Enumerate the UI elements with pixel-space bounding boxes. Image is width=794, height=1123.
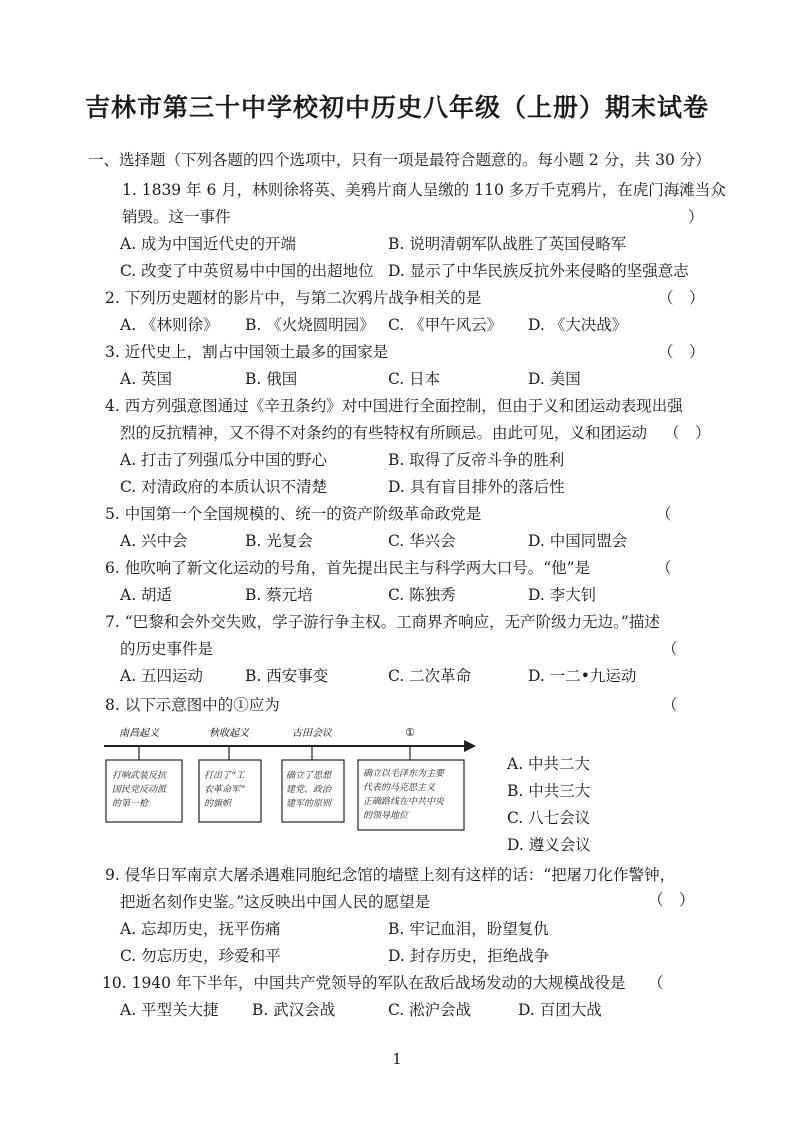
q2-answer-paren: （ ）	[658, 289, 705, 307]
box1-line2: 国民党反动派	[112, 785, 167, 795]
box4-line4: 的领导地位	[363, 811, 409, 821]
q8-stem: 8. 以下示意图中的①应为	[105, 696, 280, 714]
page-number: 1	[392, 1050, 402, 1068]
timeline-event-1: 南昌起义	[119, 728, 159, 739]
q8-option-d: D. 遵义会议	[507, 836, 591, 854]
q8-option-a: A. 中共二大	[507, 755, 591, 773]
q7-option-b: B. 西安事变	[245, 667, 329, 685]
q6-option-c: C. 陈独秀	[388, 586, 456, 604]
box4-line2: 代表的马克思主义	[363, 783, 436, 793]
q5-stem: 5. 中国第一个全国规模的、统一的资产阶级革命政党是	[105, 505, 482, 523]
q1-option-d: D. 显示了中华民族反抗外来侵略的坚强意志	[388, 262, 689, 280]
q2-option-a: A. 《林则徐》	[120, 316, 219, 334]
q4-option-d: D. 具有盲目排外的落后性	[388, 478, 565, 496]
timeline-arrowhead	[464, 740, 476, 752]
q8-option-c: C. 八七会议	[507, 809, 591, 827]
timeline-diagram	[104, 724, 484, 834]
q1-stem-line2: 销毁。这一事件	[122, 208, 231, 226]
q6-stem: 6. 他吹响了新文化运动的号角，首先提出民主与科学两大口号。“他”是	[105, 559, 591, 577]
q4-option-b: B. 取得了反帝斗争的胜利	[388, 451, 565, 469]
timeline-event-4: ①	[405, 726, 415, 739]
q7-stem-line2: 的历史事件是	[120, 640, 214, 658]
q6-answer-paren: （	[656, 559, 672, 577]
q3-option-c: C. 日本	[388, 370, 441, 388]
q3-stem: 3. 近代史上，割占中国领土最多的国家是	[105, 343, 389, 361]
q10-stem: 10. 1940 年下半年，中国共产党领导的军队在敌后战场发动的大规模战役是	[102, 974, 626, 992]
box1-line3: 的第一枪	[112, 799, 149, 809]
q2-option-d: D. 《大决战》	[528, 316, 628, 334]
q2-option-c: C. 《甲午风云》	[388, 316, 503, 334]
q10-answer-paren: （	[648, 974, 664, 992]
q2-stem: 2. 下列历史题材的影片中，与第二次鸦片战争相关的是	[105, 289, 482, 307]
q5-option-d: D. 中国同盟会	[528, 532, 628, 550]
q6-option-d: D. 李大钊	[528, 586, 597, 604]
box3-line1: 确立了思想	[286, 771, 332, 781]
q1-answer-paren: ）	[688, 208, 704, 226]
box1-line1: 打响武装反抗	[112, 771, 167, 781]
q3-option-a: A. 英国	[120, 370, 173, 388]
q2-option-b: B. 《火烧圆明园》	[245, 316, 375, 334]
q9-stem-line1: 9. 侵华日军南京大屠杀遇难同胞纪念馆的墙壁上刻有这样的话：“把屠刀化作警钟，	[105, 866, 676, 884]
box2-line2: 农革命军”	[204, 785, 245, 795]
q9-option-c: C. 勿忘历史，珍爱和平	[120, 947, 281, 965]
q5-option-b: B. 光复会	[245, 532, 313, 550]
q8-answer-paren: （	[662, 696, 678, 714]
q1-stem-line1: 1. 1839 年 6 月，林则徐将英、美鸦片商人呈缴的 110 多万千克鸦片，在虎门海滩当众	[122, 181, 726, 199]
timeline-event-3: 古田会议	[292, 728, 332, 739]
q9-option-b: B. 牢记血泪，盼望复仇	[388, 920, 549, 938]
q9-option-a: A. 忘却历史，抚平伤痛	[120, 920, 281, 938]
box2-line1: 打出了“工	[204, 771, 245, 781]
q9-stem-line2: 把逝名刻作史鉴。”这反映出中国人民的愿望是	[120, 893, 431, 911]
q10-option-a: A. 平型关大捷	[120, 1001, 219, 1019]
q7-answer-paren: （	[662, 640, 678, 658]
q4-stem-line2: 烈的反抗精神，又不得不对条约的有些特权有所顾忌。由此可见，义和团运动	[120, 424, 648, 442]
box2-line3: 的旗帜	[204, 799, 232, 809]
q9-answer-paren: （ ）	[648, 891, 695, 909]
q4-stem-line1: 4. 西方列强意图通过《辛丑条约》对中国进行全面控制，但由于义和团运动表现出强	[105, 397, 683, 415]
q6-option-b: B. 蔡元培	[245, 586, 313, 604]
q4-option-a: A. 打击了列强瓜分中国的野心	[120, 451, 328, 469]
q4-answer-paren: （ ）	[664, 424, 711, 442]
box3-line3: 建军的原则	[286, 799, 332, 809]
q3-option-d: D. 美国	[528, 370, 581, 388]
section-heading: 一、选择题（下列各题的四个选项中，只有一项是最符合题意的。每小题 2 分，共 30 分）	[88, 151, 711, 169]
q3-option-b: B. 俄国	[245, 370, 298, 388]
exam-title: 吉林市第三十中学校初中历史八年级（上册）期末试卷	[84, 93, 709, 122]
q7-option-c: C. 二次革命	[388, 667, 472, 685]
q1-option-b: B. 说明清朝军队战胜了英国侵略军	[388, 235, 627, 253]
q4-option-c: C. 对清政府的本质认识不清楚	[120, 478, 328, 496]
q5-option-c: C. 华兴会	[388, 532, 456, 550]
q5-option-a: A. 兴中会	[120, 532, 188, 550]
q1-option-a: A. 成为中国近代史的开端	[120, 235, 297, 253]
q7-option-d: D. 一二•九运动	[528, 667, 637, 685]
box4-line1: 确立以毛泽东为主要	[363, 769, 445, 779]
q9-option-d: D. 封存历史，拒绝战争	[388, 947, 550, 965]
q10-option-c: C. 淞沪会战	[388, 1001, 472, 1019]
q1-option-c: C. 改变了中英贸易中中国的出超地位	[120, 262, 374, 280]
q8-option-b: B. 中共三大	[507, 782, 591, 800]
q5-answer-paren: （	[656, 505, 672, 523]
box4-line3: 正确路线在中共中央	[363, 797, 445, 807]
q7-stem-line1: 7. “巴黎和会外交失败，学子游行争主权。工商界齐响应，无产阶级力无边。”描述	[105, 613, 660, 631]
box3-line2: 建党、政治	[286, 785, 332, 795]
q6-option-a: A. 胡适	[120, 586, 173, 604]
q7-option-a: A. 五四运动	[120, 667, 204, 685]
q10-option-d: D. 百团大战	[518, 1001, 602, 1019]
q10-option-b: B. 武汉会战	[252, 1001, 336, 1019]
timeline-event-2: 秋收起义	[209, 728, 249, 739]
q3-answer-paren: （ ）	[658, 343, 705, 361]
